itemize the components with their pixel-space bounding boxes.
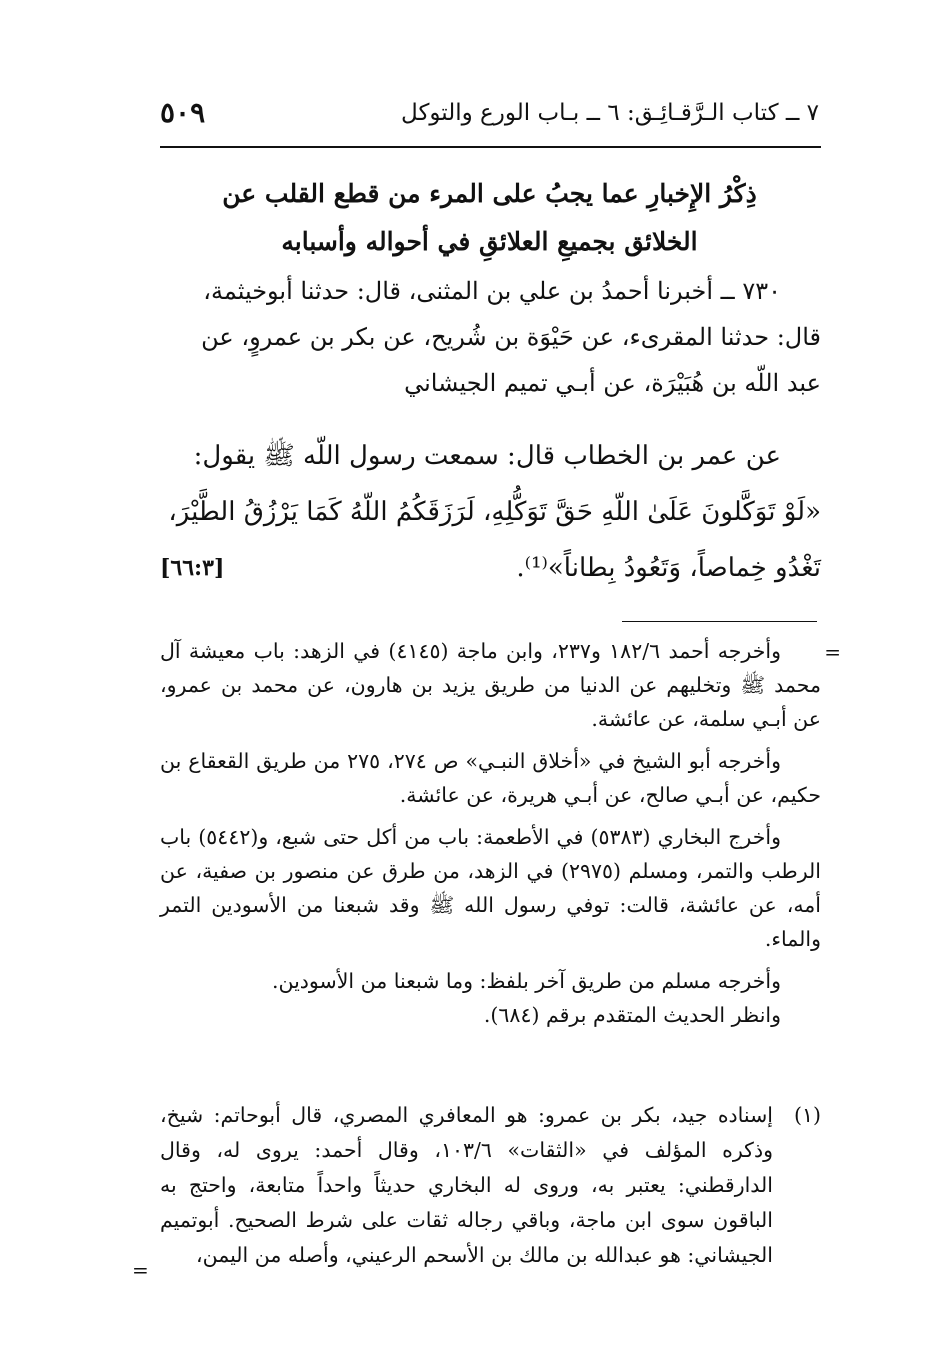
chapter-title-line-1: ذِكْرُ الإِخبارِ عما يجبُ على المرء من قطع القلب عن bbox=[222, 179, 757, 208]
continuation-mark-top: = bbox=[824, 640, 841, 664]
hadith-text bbox=[160, 428, 821, 596]
continuation-mark-bottom: = bbox=[132, 1258, 149, 1282]
hadith-line-2: «لَوْ تَوَكَّلونَ عَلَىٰ اللّهِ حَقَّ تَوَكُّلِهِ، لَرَزَقَكُمُ اللّهُ كَمَا يَرْزُقُ الطَّيْرَ، bbox=[168, 497, 821, 527]
isnad-line-3: عبد اللّه بن هُبَيْرَة، عن أبـي تميم الجيشاني bbox=[404, 369, 821, 397]
note-paragraph-1: وأخرجه أحمد ١٨٢/٦ و٢٣٧، وابن ماجة (٤١٤٥) في الزهد: باب معيشة آل محمد ﷺ وتخليهم عن الدنيا من طريق يزيد بن هارون، عن محمد بن عمرو، عن أبـي سلمة، عن عائشة. bbox=[160, 639, 821, 731]
header-rule bbox=[160, 146, 821, 148]
note-paragraph-3: وأخرج البخاري (٥٣٨٣) في الأطعمة: باب من أكل حتى شبع، و(٥٤٤٢) باب الرطب والتمر، ومسلم (٢٩٧٥) في الزهد، من طرق عن منصور بن صفية، عن أمه، عن عائشة، قالت: توفي رسول الله ﷺ وقد شبعنا من الأسودين التمر والماء. bbox=[160, 825, 821, 951]
footnote-1 bbox=[160, 1098, 821, 1273]
running-title: ٧ ــ كتاب الـرَّقـائِـق: ٦ ــ بـاب الورع والتوكل bbox=[401, 100, 819, 126]
footnote-text: إسناده جيد، بكر بن عمرو: هو المعافري المصري، قال أبوحاتم: شيخ، وذكره المؤلف في «الثقات» ١٠٣/٦، وقال أحمد: يروى له، وقال الدارقطني: يعتبر به، وروى له البخاري حديثاً واحداً متابعة، واحتج به الباقون سوى ابن ماجة، وباقي رجاله ثقات على شرط الصحيح. أبوتميم الجيشاني: هو عبدالله بن مالك بن الأسحم الرعيني، وأصله من اليمن، bbox=[160, 1103, 773, 1267]
page-number: ٥٠٩ bbox=[160, 96, 206, 129]
footnote-number: (١) bbox=[793, 1103, 821, 1127]
note-paragraph-5: وانظر الحديث المتقدم برقم (٦٨٤). bbox=[483, 1003, 781, 1027]
page-header bbox=[160, 96, 819, 136]
chapter-title bbox=[190, 170, 789, 266]
note-paragraph-4: وأخرجه مسلم من طريق آخر بلفظ: وما شبعنا من الأسودين. bbox=[271, 969, 781, 993]
footnote-rule bbox=[622, 621, 817, 622]
note-paragraph-2: وأخرجه أبو الشيخ في «أخلاق النبـي» ص ٢٧٤، ٢٧٥ من طريق القعقاع بن حكيم، عن أبـي صالح، عن أبـي هريرة، عن عائشة. bbox=[160, 749, 821, 807]
isnad-line-1: ٧٣٠ ــ أخبرنا أحمدُ بن علي بن المثنى، قال: حدثنا أبوخيثمة، bbox=[203, 277, 781, 305]
isnad-line-2: قال: حدثنا المقرىء، عن حَيْوَة بن شُريح، عن بكر بن عمروٍ، عن bbox=[201, 323, 821, 351]
hadith-line-3: تَغْدُو خِماصاً، وَتَعُودُ بِطاناً»⁽¹⁾. bbox=[516, 553, 821, 583]
isnad bbox=[160, 268, 821, 406]
hadith-line-1: عن عمر بن الخطاب قال: سمعت رسول اللّه ﷺ يقول: bbox=[193, 441, 781, 471]
hadith-reference: [٦٦:٣] bbox=[160, 555, 225, 581]
takhrij-notes bbox=[160, 634, 821, 1040]
chapter-title-line-2: الخلائق بجميعِ العلائقِ في أحواله وأسبابه bbox=[281, 227, 698, 256]
